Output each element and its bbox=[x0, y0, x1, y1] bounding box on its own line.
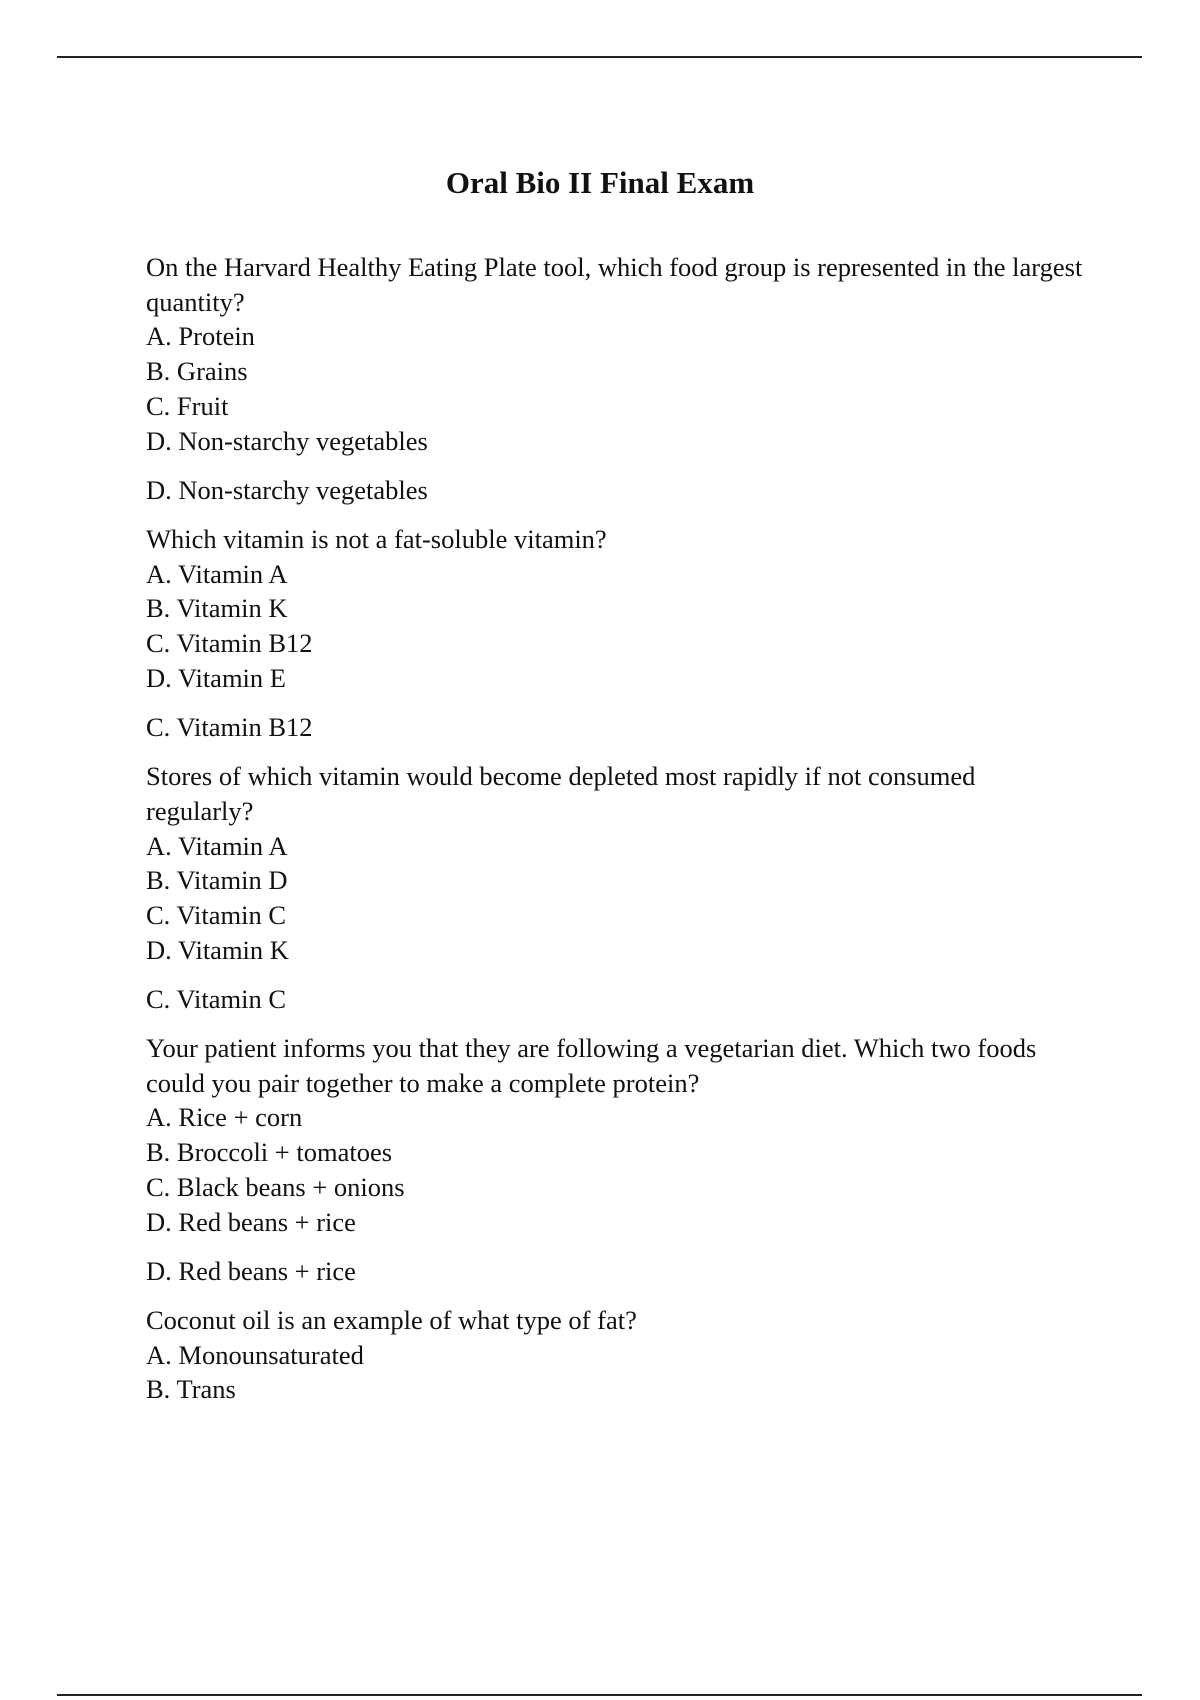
option-list bbox=[146, 829, 1086, 968]
question-block bbox=[146, 1031, 1086, 1289]
option-list bbox=[146, 319, 1086, 458]
question-text: Stores of which vitamin would become depleted most rapidly if not consumed regularly? bbox=[146, 761, 976, 826]
option-list bbox=[146, 557, 1086, 696]
option-item: B. Trans bbox=[146, 1374, 236, 1405]
footer-rule bbox=[57, 1694, 1142, 1696]
option-item: B. Vitamin D bbox=[146, 865, 288, 896]
option-item: B. Grains bbox=[146, 356, 248, 387]
option-item: C. Fruit bbox=[146, 390, 229, 421]
option-item: B. Broccoli + tomatoes bbox=[146, 1137, 393, 1168]
option-item: D. Vitamin K bbox=[146, 934, 289, 965]
option-item: A. Vitamin A bbox=[146, 830, 288, 861]
question-text: Coconut oil is an example of what type of fat? bbox=[146, 1304, 637, 1335]
header-rule bbox=[57, 56, 1142, 58]
option-item: A. Monounsaturated bbox=[146, 1339, 364, 1370]
option-list bbox=[146, 1100, 1086, 1239]
option-item: D. Non-starchy vegetables bbox=[146, 425, 428, 456]
option-item: C. Black beans + onions bbox=[146, 1171, 405, 1202]
exam-content bbox=[146, 250, 1086, 1407]
option-item: B. Vitamin K bbox=[146, 593, 288, 624]
option-item: C. Vitamin C bbox=[146, 899, 287, 930]
answer-text: C. Vitamin C bbox=[146, 984, 287, 1015]
answer-text: D. Red beans + rice bbox=[146, 1256, 356, 1287]
option-item: A. Protein bbox=[146, 321, 255, 352]
question-block bbox=[146, 250, 1086, 508]
answer-text: D. Non-starchy vegetables bbox=[146, 475, 428, 506]
question-text: Your patient informs you that they are following a vegetarian diet. Which two foods could you pair together to make a complete protein? bbox=[146, 1033, 1037, 1098]
option-item: C. Vitamin B12 bbox=[146, 628, 313, 659]
question-block bbox=[146, 522, 1086, 745]
page-title: Oral Bio II Final Exam bbox=[445, 164, 755, 200]
question-block bbox=[146, 759, 1086, 1017]
option-list bbox=[146, 1338, 1086, 1407]
question-text: Which vitamin is not a fat-soluble vitamin? bbox=[146, 523, 607, 554]
option-item: A. Vitamin A bbox=[146, 558, 288, 589]
option-item: A. Rice + corn bbox=[146, 1102, 303, 1133]
answer-text: C. Vitamin B12 bbox=[146, 712, 313, 743]
option-item: D. Red beans + rice bbox=[146, 1206, 356, 1237]
question-text: On the Harvard Healthy Eating Plate tool, which food group is represented in the largest quantity? bbox=[146, 252, 1083, 317]
option-item: D. Vitamin E bbox=[146, 662, 286, 693]
question-block bbox=[146, 1303, 1086, 1407]
